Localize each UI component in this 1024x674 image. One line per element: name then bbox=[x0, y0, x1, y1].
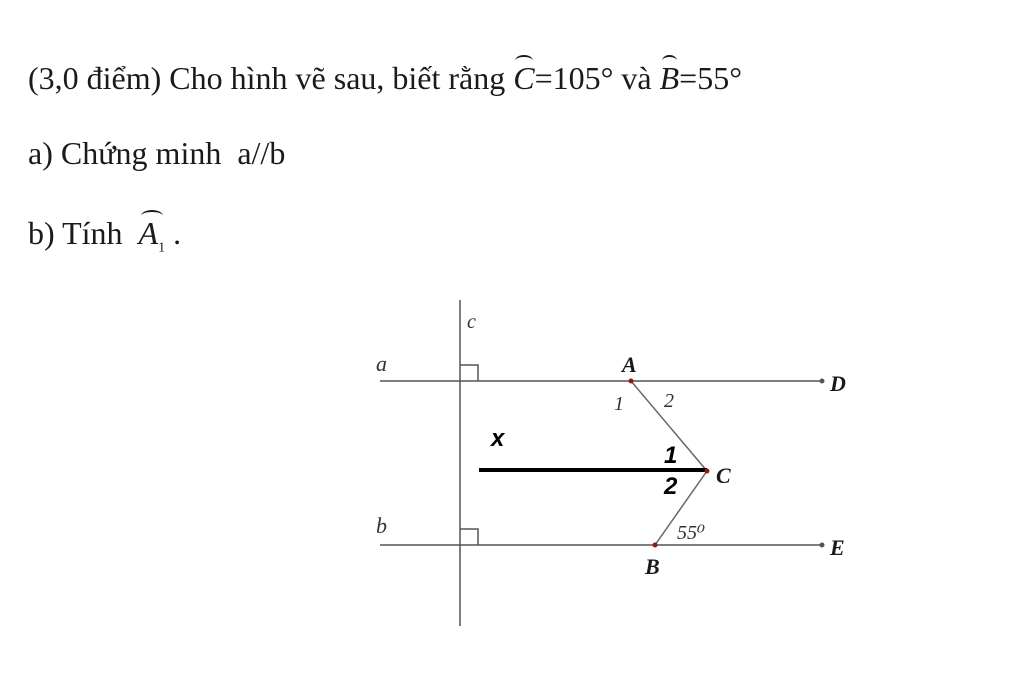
point-a bbox=[629, 379, 634, 384]
label-point-c: C bbox=[716, 463, 731, 488]
angle-b-symbol: B bbox=[659, 60, 680, 96]
point-d bbox=[820, 379, 825, 384]
problem-intro: (3,0 điểm) Cho hình vẽ sau, biết rằng bbox=[28, 60, 514, 96]
label-point-e: E bbox=[830, 535, 845, 560]
angle-b-value: =55° bbox=[679, 60, 743, 96]
label-angle-b: 55⁰ bbox=[677, 522, 706, 544]
angle-c-symbol: C bbox=[513, 60, 535, 96]
point-c bbox=[705, 469, 710, 474]
part-a-prefix: a) Chứng minh bbox=[28, 135, 222, 171]
part-b-prefix: b) Tính bbox=[28, 215, 123, 251]
label-angle-a1: 1 bbox=[614, 393, 624, 415]
label-a-line: a bbox=[376, 351, 387, 376]
connector-text: và bbox=[613, 60, 660, 96]
point-b bbox=[653, 543, 658, 548]
label-point-b: B bbox=[645, 554, 660, 579]
angle-c-value: =105° bbox=[534, 60, 614, 96]
right-angle-marker-b bbox=[460, 529, 478, 545]
angle-a1-symbol: $A_1$ bbox=[138, 215, 166, 256]
part-a-statement: a//b bbox=[237, 135, 286, 171]
label-point-a: A bbox=[622, 352, 637, 377]
label-c-line: c bbox=[467, 311, 476, 333]
label-angle-a2: 2 bbox=[664, 390, 674, 412]
part-b-suffix: . bbox=[173, 215, 182, 251]
label-b-line: b bbox=[376, 513, 387, 538]
label-angle-c2: 2 bbox=[664, 473, 678, 500]
right-angle-marker-a bbox=[460, 365, 478, 381]
point-e bbox=[820, 543, 825, 548]
label-point-d: D bbox=[830, 371, 846, 396]
label-angle-c1: 1 bbox=[664, 442, 678, 469]
label-x: x bbox=[491, 425, 505, 452]
